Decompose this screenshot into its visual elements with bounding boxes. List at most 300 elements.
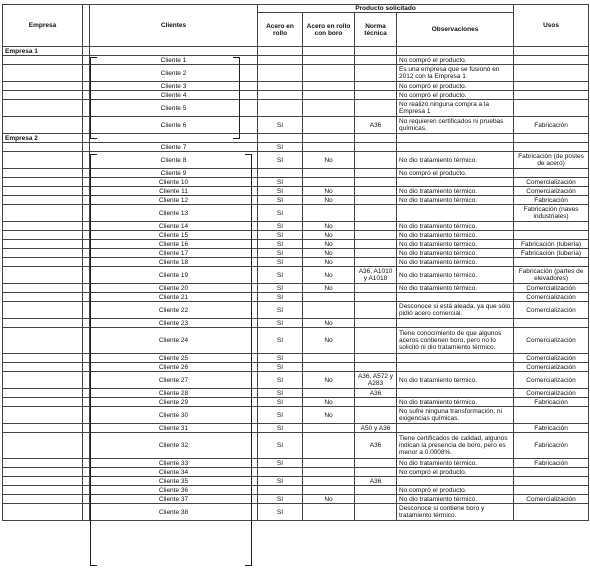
client-name: Cliente 10 (90, 178, 258, 187)
acero-rollo-value: SI (258, 117, 303, 134)
norma-value (355, 495, 397, 504)
company-cell (3, 328, 83, 354)
company-cell (3, 398, 83, 407)
acero-boro-value (303, 354, 355, 363)
acero-boro-value (303, 363, 355, 372)
norma-value (355, 363, 397, 372)
company-cell (3, 319, 83, 328)
norma-value (355, 178, 397, 187)
acero-rollo-value: SI (258, 372, 303, 389)
acero-boro-value (303, 143, 355, 152)
spacer-cell (83, 267, 90, 284)
usos-cell (514, 134, 589, 143)
client-name: Cliente 25 (90, 354, 258, 363)
company-cell (3, 372, 83, 389)
table-row (3, 231, 589, 240)
spacer-cell (83, 82, 90, 91)
spacer-cell (83, 117, 90, 134)
header-observaciones: Observaciones (397, 13, 514, 47)
acero-boro-value (303, 302, 355, 319)
client-name: Cliente 4 (90, 91, 258, 100)
acero-boro-value: No (303, 319, 355, 328)
acero-boro-value (303, 178, 355, 187)
acero-rollo-value: SI (258, 477, 303, 486)
table-row (3, 504, 589, 521)
norma-value (355, 486, 397, 495)
usos-value: Fabricación (partes de elevadores) (514, 267, 589, 284)
client-name: Cliente 22 (90, 302, 258, 319)
spacer-cell (83, 363, 90, 372)
table-row (3, 284, 589, 293)
norma-value: A36 (355, 477, 397, 486)
table-row (3, 240, 589, 249)
acero-boro-value: No (303, 284, 355, 293)
client-name: Cliente 12 (90, 196, 258, 205)
observation-text: No dio tratamiento térmico. (397, 222, 514, 231)
observation-text: No dio tratamiento térmico. (397, 459, 514, 468)
spacer-cell (83, 477, 90, 486)
boro-cell (303, 134, 355, 143)
usos-value (514, 504, 589, 521)
table-row (3, 495, 589, 504)
client-name: Cliente 21 (90, 293, 258, 302)
observation-text (397, 477, 514, 486)
usos-value (514, 143, 589, 152)
spacer-cell (83, 178, 90, 187)
acero-boro-value (303, 100, 355, 117)
norma-value: A36, A572 y A283 (355, 372, 397, 389)
acero-rollo-value: SI (258, 267, 303, 284)
acero-boro-value (303, 468, 355, 477)
table-row (3, 328, 589, 354)
acero-rollo-value: SI (258, 187, 303, 196)
norma-value (355, 231, 397, 240)
acero-rollo-value (258, 56, 303, 65)
table-row (3, 407, 589, 424)
observation-text: No dio tratamiento térmico. (397, 249, 514, 258)
table-row (3, 424, 589, 433)
table-row (3, 459, 589, 468)
acero-boro-value: No (303, 152, 355, 169)
acero-boro-value (303, 459, 355, 468)
spacer-cell (83, 196, 90, 205)
usos-value: Comercialización (514, 495, 589, 504)
usos-cell (514, 47, 589, 56)
acero-boro-value (303, 433, 355, 459)
table-row (3, 477, 589, 486)
norma-value (355, 504, 397, 521)
acero-rollo-value: SI (258, 504, 303, 521)
spacer-cell (83, 284, 90, 293)
acero-rollo-value: SI (258, 231, 303, 240)
rollo-cell (258, 134, 303, 143)
company-cell (3, 196, 83, 205)
norma-value (355, 56, 397, 65)
spacer-cell (83, 249, 90, 258)
observation-text: No sufre ninguna transformación, ni exigencias químicas. (397, 407, 514, 424)
acero-rollo-value: SI (258, 398, 303, 407)
company-cell (3, 477, 83, 486)
company-name: Empresa 2 (3, 134, 83, 143)
norma-cell (355, 134, 397, 143)
table-row (3, 205, 589, 222)
usos-value: Fabricación (514, 424, 589, 433)
client-cell (90, 134, 258, 143)
observation-cell (397, 47, 514, 56)
observation-cell (397, 134, 514, 143)
spacer-cell (83, 205, 90, 222)
usos-value (514, 82, 589, 91)
norma-value (355, 398, 397, 407)
acero-rollo-value: SI (258, 302, 303, 319)
acero-rollo-value: SI (258, 389, 303, 398)
spacer-cell (83, 100, 90, 117)
acero-boro-value (303, 169, 355, 178)
company-cell (3, 117, 83, 134)
client-name: Cliente 17 (90, 249, 258, 258)
company-cell (3, 424, 83, 433)
observation-text (397, 178, 514, 187)
client-name: Cliente 18 (90, 258, 258, 267)
observation-text: No dio tratamiento térmico. (397, 495, 514, 504)
company-cell (3, 187, 83, 196)
observation-text: No requieren certificados ni pruebas químicas. (397, 117, 514, 134)
norma-cell (355, 47, 397, 56)
observation-text: No dio tratamiento térmico. (397, 284, 514, 293)
usos-value (514, 258, 589, 267)
company-cell (3, 152, 83, 169)
acero-rollo-value (258, 91, 303, 100)
company-cell (3, 65, 83, 82)
norma-value (355, 205, 397, 222)
usos-value: Fabricación (de postes de acero) (514, 152, 589, 169)
norma-value: A50 y A36 (355, 424, 397, 433)
norma-value: A36 (355, 433, 397, 459)
acero-rollo-value: SI (258, 152, 303, 169)
norma-value (355, 407, 397, 424)
table-row (3, 468, 589, 477)
acero-rollo-value: SI (258, 354, 303, 363)
acero-boro-value (303, 293, 355, 302)
norma-value (355, 354, 397, 363)
acero-rollo-value: SI (258, 495, 303, 504)
observation-text (397, 143, 514, 152)
observation-text: No dio tratamiento térmico. (397, 267, 514, 284)
acero-boro-value (303, 56, 355, 65)
company-cell (3, 468, 83, 477)
usos-value: Comercialización (514, 354, 589, 363)
client-name: Cliente 16 (90, 240, 258, 249)
observation-text: No dio tratamiento térmico. (397, 196, 514, 205)
table-row (3, 169, 589, 178)
spacer-cell (83, 231, 90, 240)
spacer-cell (83, 65, 90, 82)
acero-rollo-value: SI (258, 328, 303, 354)
observation-text: Tiene certificados de calidad, algunos indican la presencia de boro, pero es menor a 0.0008%. (397, 433, 514, 459)
acero-rollo-value: SI (258, 407, 303, 424)
spacer-cell (83, 319, 90, 328)
usos-value (514, 319, 589, 328)
client-name: Cliente 38 (90, 504, 258, 521)
observation-text (397, 389, 514, 398)
norma-value: A36, A1010 y A1018 (355, 267, 397, 284)
observation-text (397, 319, 514, 328)
observation-text: Es una empresa que se fusionó en 2012 con la Empresa 1 (397, 65, 514, 82)
spacer-cell (83, 47, 90, 56)
spacer-cell (83, 240, 90, 249)
acero-boro-value (303, 82, 355, 91)
client-name: Cliente 33 (90, 459, 258, 468)
spacer-cell (83, 222, 90, 231)
company-cell (3, 100, 83, 117)
observation-text (397, 424, 514, 433)
acero-rollo-value (258, 169, 303, 178)
acero-rollo-value (258, 100, 303, 117)
table-row (3, 319, 589, 328)
client-name: Cliente 34 (90, 468, 258, 477)
usos-value: Fabricación (tubería) (514, 249, 589, 258)
client-name: Cliente 30 (90, 407, 258, 424)
usos-value: Comercialización (514, 372, 589, 389)
table-row (3, 293, 589, 302)
spacer-cell (83, 459, 90, 468)
observation-text: No dio tratamiento térmico. (397, 187, 514, 196)
acero-boro-value (303, 504, 355, 521)
spacer-cell (83, 424, 90, 433)
company-name: Empresa 1 (3, 47, 83, 56)
usos-value: Fabricación (514, 433, 589, 459)
usos-value (514, 468, 589, 477)
spacer-cell (83, 328, 90, 354)
observation-text: No compró el producto. (397, 82, 514, 91)
spacer-cell (83, 302, 90, 319)
company-cell (3, 293, 83, 302)
company-cell (3, 407, 83, 424)
table-row (3, 178, 589, 187)
header-empresa: Empresa (3, 5, 83, 47)
spacer-cell (83, 56, 90, 65)
observation-text: No dio tratamiento térmico. (397, 152, 514, 169)
table-row (3, 363, 589, 372)
usos-value: Fabricación (514, 196, 589, 205)
spacer-cell (83, 398, 90, 407)
observation-text: No compró el producto. (397, 468, 514, 477)
acero-rollo-value: SI (258, 205, 303, 222)
company-cell (3, 354, 83, 363)
client-name: Cliente 14 (90, 222, 258, 231)
acero-rollo-value: SI (258, 196, 303, 205)
norma-value (355, 258, 397, 267)
company-cell (3, 433, 83, 459)
client-name: Cliente 2 (90, 65, 258, 82)
acero-rollo-value: SI (258, 143, 303, 152)
client-name: Cliente 24 (90, 328, 258, 354)
company-cell (3, 258, 83, 267)
acero-rollo-value: SI (258, 319, 303, 328)
observation-text: No compró el producto. (397, 486, 514, 495)
acero-boro-value (303, 205, 355, 222)
acero-boro-value: No (303, 187, 355, 196)
client-name: Cliente 1 (90, 56, 258, 65)
section-row (3, 47, 589, 56)
client-name: Cliente 9 (90, 169, 258, 178)
norma-value: A36 (355, 117, 397, 134)
norma-value (355, 143, 397, 152)
spacer-cell (83, 407, 90, 424)
spacer-cell (83, 169, 90, 178)
norma-value: A36 (355, 389, 397, 398)
header-norma: Norma técnica (355, 13, 397, 47)
acero-boro-value: No (303, 196, 355, 205)
client-name: Cliente 5 (90, 100, 258, 117)
observation-text: No realizó ninguna compra a la Empresa 1 (397, 100, 514, 117)
company-cell (3, 495, 83, 504)
observation-text: No compró el producto. (397, 91, 514, 100)
client-name: Cliente 20 (90, 284, 258, 293)
norma-value (355, 468, 397, 477)
acero-boro-value: No (303, 249, 355, 258)
usos-value: Fabricación (514, 459, 589, 468)
usos-value: Comercialización (514, 293, 589, 302)
acero-boro-value (303, 91, 355, 100)
norma-value (355, 328, 397, 354)
table-row (3, 82, 589, 91)
header-clientes: Clientes (90, 5, 258, 47)
table-row (3, 249, 589, 258)
usos-value: Comercialización (514, 363, 589, 372)
client-name: Cliente 3 (90, 82, 258, 91)
acero-rollo-value: SI (258, 222, 303, 231)
norma-value (355, 100, 397, 117)
client-name: Cliente 8 (90, 152, 258, 169)
acero-boro-value (303, 65, 355, 82)
norma-value (355, 459, 397, 468)
table-row (3, 100, 589, 117)
acero-boro-value (303, 389, 355, 398)
client-name: Cliente 26 (90, 363, 258, 372)
spacer-cell (83, 433, 90, 459)
acero-rollo-value (258, 82, 303, 91)
usos-value: Fabricación (514, 398, 589, 407)
usos-value (514, 91, 589, 100)
norma-value (355, 169, 397, 178)
acero-boro-value: No (303, 267, 355, 284)
company-cell (3, 284, 83, 293)
observation-text: No dio tratamiento térmico. (397, 231, 514, 240)
client-name: Cliente 35 (90, 477, 258, 486)
table-row (3, 91, 589, 100)
usos-value: Comercialización (514, 178, 589, 187)
acero-boro-value: No (303, 222, 355, 231)
table-row (3, 302, 589, 319)
table-row (3, 196, 589, 205)
usos-value (514, 407, 589, 424)
table-row (3, 354, 589, 363)
client-name: Cliente 27 (90, 372, 258, 389)
company-cell (3, 240, 83, 249)
table-row (3, 117, 589, 134)
norma-value (355, 91, 397, 100)
observation-text: No dio tratamiento térmico. (397, 372, 514, 389)
table-row (3, 398, 589, 407)
client-name: Cliente 19 (90, 267, 258, 284)
company-cell (3, 143, 83, 152)
observation-text: No dio tratamiento térmico. (397, 258, 514, 267)
company-cell (3, 205, 83, 222)
usos-value (514, 477, 589, 486)
observation-text (397, 205, 514, 222)
company-cell (3, 302, 83, 319)
client-name: Cliente 6 (90, 117, 258, 134)
client-name: Cliente 11 (90, 187, 258, 196)
company-cell (3, 82, 83, 91)
company-cell (3, 178, 83, 187)
company-cell (3, 504, 83, 521)
norma-value (355, 82, 397, 91)
table-row (3, 433, 589, 459)
acero-rollo-value: SI (258, 293, 303, 302)
table-row (3, 187, 589, 196)
spacer-cell (83, 187, 90, 196)
norma-value (355, 187, 397, 196)
norma-value (355, 293, 397, 302)
usos-value: Comercialización (514, 302, 589, 319)
observation-text (397, 363, 514, 372)
company-cell (3, 249, 83, 258)
client-name: Cliente 28 (90, 389, 258, 398)
usos-value: Comercialización (514, 187, 589, 196)
usos-value (514, 56, 589, 65)
acero-rollo-value: SI (258, 284, 303, 293)
company-cell (3, 169, 83, 178)
spacer-cell (83, 134, 90, 143)
header-acero-boro: Acero en rollo con boro (303, 13, 355, 47)
usos-value (514, 65, 589, 82)
norma-value (355, 152, 397, 169)
acero-rollo-value (258, 486, 303, 495)
company-cell (3, 459, 83, 468)
norma-value (355, 302, 397, 319)
acero-boro-value (303, 486, 355, 495)
observation-text: No compró el producto. (397, 169, 514, 178)
usos-value (514, 222, 589, 231)
observation-text: No compró el producto. (397, 56, 514, 65)
usos-value: Comercialización (514, 284, 589, 293)
spacer-cell (83, 389, 90, 398)
acero-boro-value: No (303, 328, 355, 354)
client-name: Cliente 23 (90, 319, 258, 328)
table-row (3, 65, 589, 82)
acero-boro-value (303, 477, 355, 486)
acero-boro-value (303, 117, 355, 134)
spacer-cell (83, 372, 90, 389)
observation-text: No dio tratamiento térmico. (397, 240, 514, 249)
acero-rollo-value: SI (258, 178, 303, 187)
spacer-cell (83, 258, 90, 267)
usos-value (514, 231, 589, 240)
rollo-cell (258, 47, 303, 56)
spacer-cell (83, 152, 90, 169)
norma-value (355, 222, 397, 231)
table-row (3, 267, 589, 284)
clients-table (2, 4, 589, 521)
acero-boro-value: No (303, 495, 355, 504)
company-cell (3, 91, 83, 100)
observation-text: Desconoce si contiene boro y tratamiento térmico. (397, 504, 514, 521)
acero-rollo-value: SI (258, 424, 303, 433)
spacer-cell (83, 504, 90, 521)
acero-rollo-value: SI (258, 363, 303, 372)
